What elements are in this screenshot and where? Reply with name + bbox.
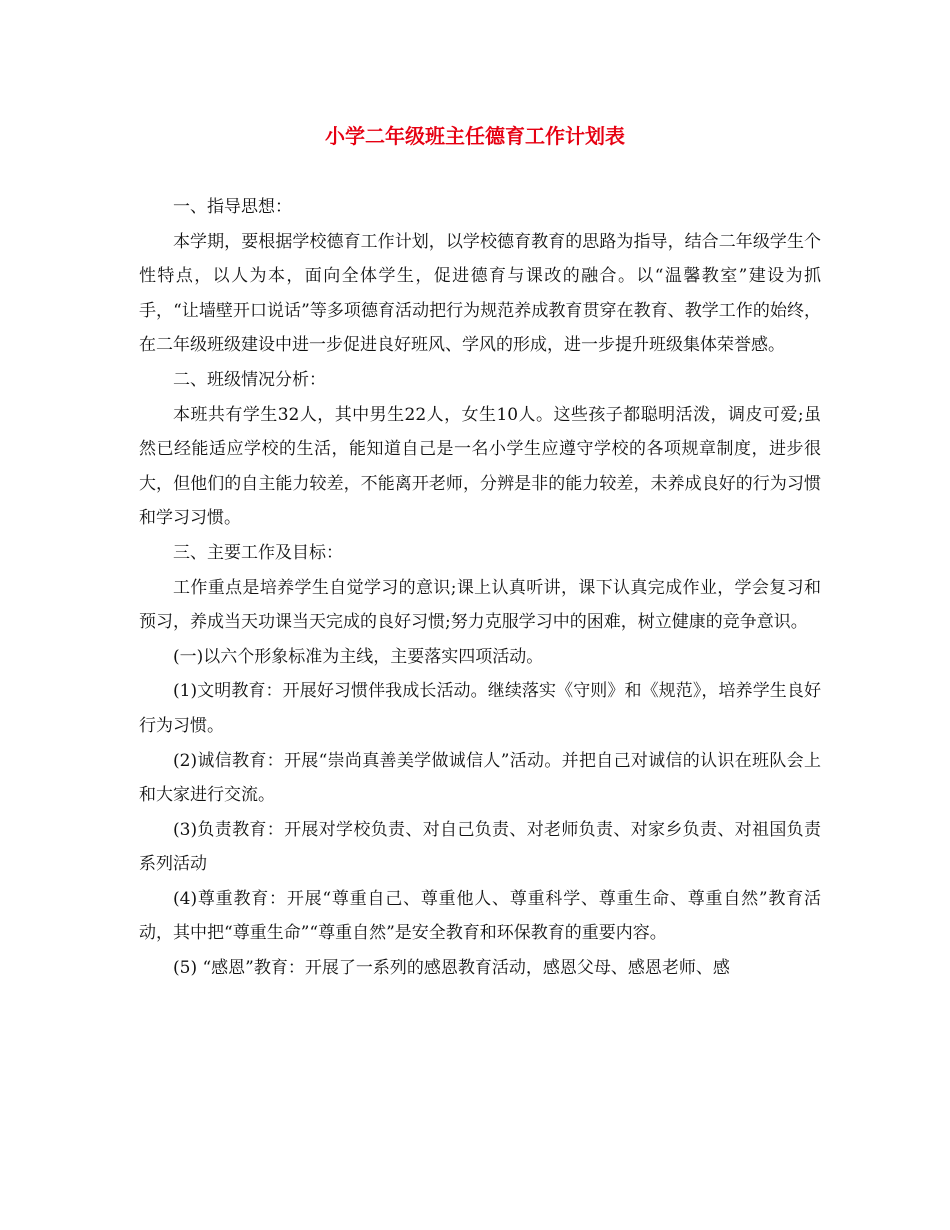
paragraph-main-work: 工作重点是培养学生自觉学习的意识;课上认真听讲，课下认真完成作业，学会复习和预习，养成当天功课当天完成的良好习惯;努力克服学习中的困难，树立健康的竞争意识。 (139, 577, 821, 633)
list-item-civility-education: (1)文明教育：开展好习惯伴我成长活动。继续落实《守则》和《规范》，培养学生良好行为习惯。 (139, 681, 821, 736)
section-heading-class-analysis: 二、班级情况分析： (173, 369, 326, 390)
list-item-respect-education: (4)尊重教育：开展“尊重自己、尊重他人、尊重科学、尊重生命、尊重自然”教育活动，其中把“尊重生命”“尊重自然”是安全教育和环保教育的重要内容。 (139, 888, 821, 944)
document-title: 小学二年级班主任德育工作计划表 (325, 124, 625, 148)
list-item-responsibility-education: (3)负责教育：开展对学校负责、对自己负责、对老师负责、对家乡负责、对祖国负责系列活动 (139, 819, 821, 875)
list-item-integrity-education: (2)诚信教育：开展“崇尚真善美学做诚信人”活动。并把自己对诚信的认识在班队会上和大家进行交流。 (139, 750, 821, 806)
section-heading-main-work: 三、主要工作及目标： (173, 542, 343, 563)
section-heading-guiding-ideology: 一、指导思想： (173, 197, 292, 217)
subsection-heading-activities: (一)以六个形象标准为主线，主要落实四项活动。 (173, 646, 544, 667)
paragraph-class-analysis: 本班共有学生32人，其中男生22人，女生10人。这些孩子都聪明活泼，调皮可爱;虽然已经能适应学校的生活，能知道自己是一名小学生应遵守学校的各项规章制度，进步很大，但他们的自主能力较差，不能离开老师，分辨是非的能力较差，未养成良好的行为习惯和学习习惯。 (139, 404, 821, 529)
paragraph-guiding-ideology: 本学期，要根据学校德育工作计划，以学校德育教育的思路为指导，结合二年级学生个性特点，以人为本，面向全体学生，促进德育与课改的融合。以“温馨教室”建设为抓手，“让墙壁开口说话”等多项德育活动把行为规范养成教育贯穿在教育、教学工作的始终，在二年级班级建设中进一步促进良好班风、学风的形成，进一步提升班级集体荣誉感。 (139, 231, 821, 356)
list-item-gratitude-education: (5) “感恩”教育：开展了一系列的感恩教育活动，感恩父母、感恩老师、感 (173, 958, 730, 979)
document-body (139, 190, 821, 986)
